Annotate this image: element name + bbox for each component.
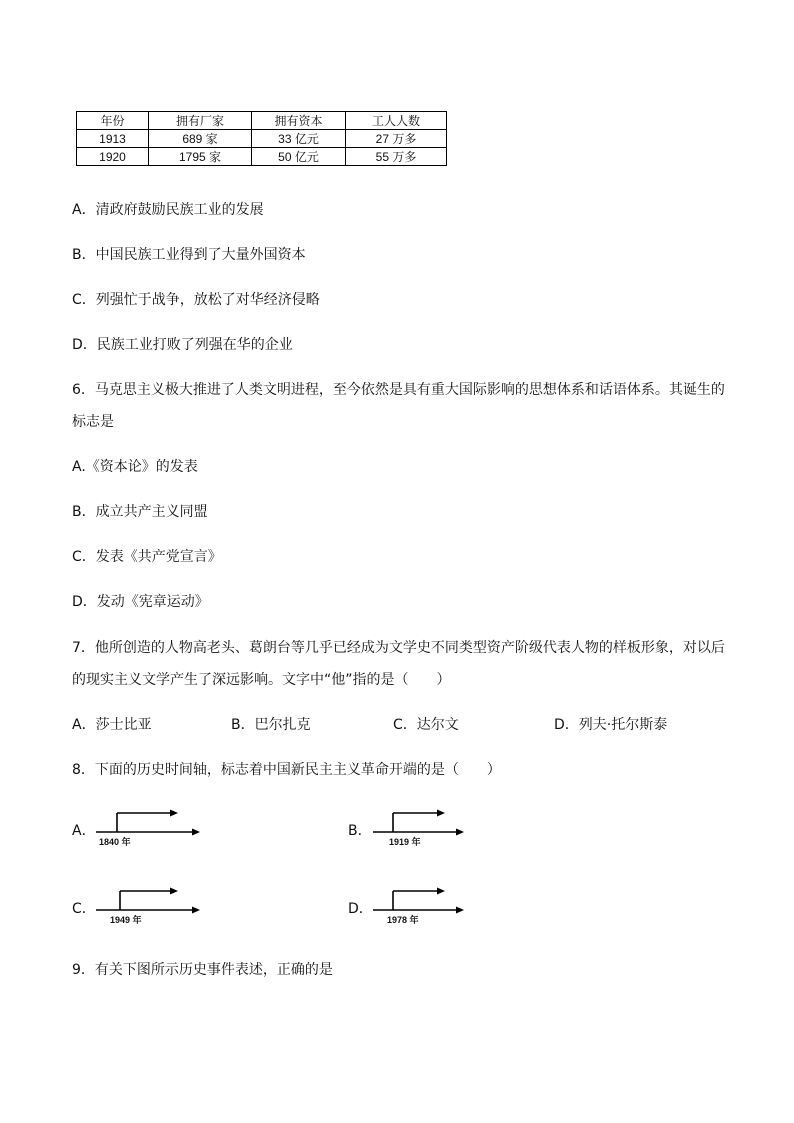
industry-table bbox=[76, 111, 447, 166]
q6-option-b[interactable]: B．成立共产主义同盟 bbox=[72, 504, 208, 520]
q7-option-a[interactable]: A．莎士比亚 bbox=[72, 717, 152, 733]
q6-stem-line1: 6．马克思主义极大推进了人类文明进程，至今依然是具有重大国际影响的思想体系和话语体系。其诞生的 bbox=[72, 382, 725, 398]
table-cell: 50 亿元 bbox=[252, 148, 346, 166]
q8-option-b-timeline[interactable] bbox=[373, 808, 513, 848]
table-header-cell: 年份 bbox=[77, 112, 149, 130]
table-header-cell: 拥有资本 bbox=[252, 112, 346, 130]
q8-option-c-letter[interactable]: C． bbox=[72, 901, 96, 917]
q7-option-d[interactable]: D．列夫·托尔斯泰 bbox=[554, 717, 668, 733]
timeline-arrow-icon bbox=[373, 886, 513, 916]
q6-stem-line2: 标志是 bbox=[72, 414, 114, 430]
timeline-year-label: 1949 年 bbox=[110, 915, 142, 925]
table-row bbox=[77, 130, 447, 148]
table-cell: 1795 家 bbox=[149, 148, 252, 166]
q8-option-a-timeline[interactable] bbox=[96, 808, 236, 848]
q7-option-b[interactable]: B．巴尔扎克 bbox=[231, 717, 311, 733]
q8-option-d-timeline[interactable] bbox=[373, 886, 513, 926]
q5-option-b[interactable]: B．中国民族工业得到了大量外国资本 bbox=[72, 247, 306, 263]
table-header-row bbox=[77, 112, 447, 130]
q8-stem: 8．下面的历史时间轴，标志着中国新民主主义革命开端的是（ ） bbox=[72, 762, 501, 778]
timeline-arrow-icon bbox=[373, 808, 513, 838]
q7-stem-line2: 的现实主义文学产生了深远影响。文字中“他”指的是（ ） bbox=[72, 672, 451, 688]
timeline-arrow-icon bbox=[96, 886, 236, 916]
q9-stem: 9．有关下图所示历史事件表述，正确的是 bbox=[72, 962, 333, 978]
table-cell: 689 家 bbox=[149, 130, 252, 148]
table-row bbox=[77, 148, 447, 166]
table-cell: 1920 bbox=[77, 148, 149, 166]
timeline-year-label: 1978 年 bbox=[387, 915, 419, 925]
table-header-cell: 拥有厂家 bbox=[149, 112, 252, 130]
q8-option-a-letter[interactable]: A． bbox=[72, 823, 96, 839]
q6-option-c[interactable]: C．发表《共产党宣言》 bbox=[72, 549, 222, 565]
q6-option-a[interactable]: A.《资本论》的发表 bbox=[72, 459, 198, 475]
table-cell: 55 万多 bbox=[346, 148, 447, 166]
q5-option-d[interactable]: D．民族工业打败了列强在华的企业 bbox=[72, 337, 293, 353]
q8-option-c-timeline[interactable] bbox=[96, 886, 236, 926]
q5-option-c[interactable]: C．列强忙于战争，放松了对华经济侵略 bbox=[72, 292, 320, 308]
q7-option-c[interactable]: C．达尔文 bbox=[393, 717, 459, 733]
q5-option-a[interactable]: A．清政府鼓励民族工业的发展 bbox=[72, 202, 264, 218]
q8-option-b-letter[interactable]: B． bbox=[348, 823, 372, 839]
timeline-year-label: 1919 年 bbox=[389, 837, 421, 847]
table-header-cell: 工人人数 bbox=[346, 112, 447, 130]
q6-option-d[interactable]: D．发动《宪章运动》 bbox=[72, 594, 209, 610]
table-cell: 33 亿元 bbox=[252, 130, 346, 148]
table-cell: 27 万多 bbox=[346, 130, 447, 148]
timeline-year-label: 1840 年 bbox=[99, 837, 131, 847]
q7-stem-line1: 7．他所创造的人物高老头、葛朗台等几乎已经成为文学史不同类型资产阶级代表人物的样板形象，对以后 bbox=[72, 640, 725, 656]
table-cell: 1913 bbox=[77, 130, 149, 148]
timeline-arrow-icon bbox=[96, 808, 236, 838]
q8-option-d-letter[interactable]: D． bbox=[348, 901, 373, 917]
